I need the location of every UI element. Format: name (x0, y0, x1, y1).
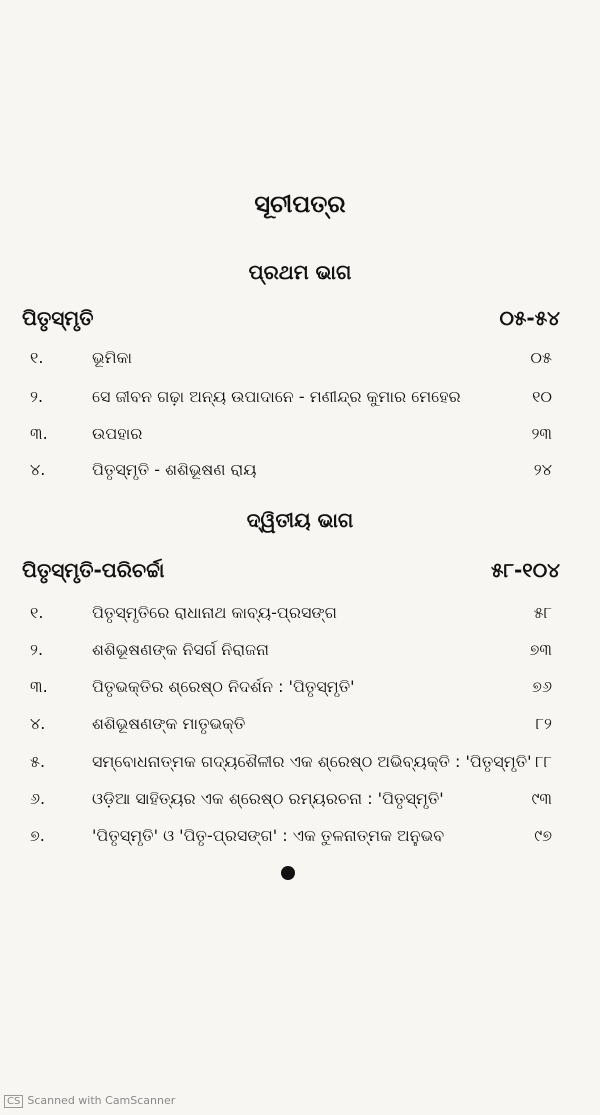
entry-title: ସମ୍ବୋଧନାତ୍ମକ ଗଦ୍ୟଶୈଳୀର ଏକ ଶ୍ରେଷ୍ଠ ଅଭିବ୍ୟକ୍ତି : 'ପିତୃସ୍ମୃତି' (92, 752, 532, 771)
entry-page: ୯୩ (531, 789, 552, 808)
section-page-range: ୫୮-୧୦୪ (491, 558, 560, 582)
camscanner-logo-icon: CS (4, 1095, 23, 1108)
entry-number: ୫. (30, 752, 46, 771)
entry-number: ୧. (30, 603, 44, 622)
toc-entry[interactable] (30, 460, 552, 488)
toc-entry[interactable] (30, 826, 552, 854)
entry-page: ୯୭ (534, 826, 552, 845)
entry-title: ଶଶିଭୂଷଣଙ୍କ ନିସର୍ଗ ନିରାଜନା (92, 640, 269, 659)
entry-number: ୭. (30, 826, 45, 845)
entry-number: ୩. (30, 424, 48, 443)
entry-number: ୪. (30, 714, 46, 733)
section-heading-part-two (22, 558, 560, 588)
entry-title: ଉପହାର (92, 424, 143, 443)
entry-number: ୨. (30, 387, 44, 406)
entry-number: ୪. (30, 460, 46, 479)
toc-entry[interactable] (30, 387, 552, 415)
entry-page: ୭୩ (529, 640, 552, 659)
entry-page: ୦୫ (530, 348, 552, 367)
scanner-watermark (4, 1094, 175, 1108)
entry-title: ପିତୃସ୍ମୃତି - ଶଶିଭୂଷଣ ରାୟ (92, 460, 257, 479)
watermark-text: Scanned with CamScanner (27, 1094, 176, 1107)
entry-title: ଭୂମିକା (92, 348, 133, 367)
entry-title: ଓଡ଼ିଆ ସାହିତ୍ୟର ଏକ ଶ୍ରେଷ୍ଠ ରମ୍ୟରଚନା : 'ପିତୃସ୍ମୃତି' (92, 789, 444, 808)
section-title: ପିତୃସ୍ମୃତି (22, 306, 94, 330)
entry-page: ୧୦ (532, 387, 552, 406)
toc-entry[interactable] (30, 789, 552, 817)
toc-entry[interactable] (30, 348, 552, 376)
entry-number: ୨. (30, 640, 44, 659)
entry-page: ୫୮ (533, 603, 552, 622)
entry-page: ୮୨ (535, 714, 552, 733)
entry-title: ସେ ଜୀବନ ଗଢ଼ା ଅନ୍ୟ ଉପାଦାନେ - ମଣୀନ୍ଦ୍ର କୁମାର ମେହେର (92, 387, 461, 406)
entry-page: ୨୩ (531, 424, 552, 443)
section-title: ପିତୃସ୍ମୃତି-ପରିଚର୍ଚ୍ଚା (22, 558, 165, 582)
toc-entry[interactable] (30, 603, 552, 631)
page-title: ସୂଚୀପତ୍ର (254, 190, 346, 218)
part-one-title: ପ୍ରଥମ ଭାଗ (248, 260, 352, 284)
entry-number: ୩. (30, 677, 48, 696)
entry-number: ୬. (30, 789, 46, 808)
entry-page: ୨୪ (533, 460, 552, 479)
entry-title: 'ପିତୃସ୍ମୃତି' ଓ 'ପିତୃ-ପ୍ରସଙ୍ଗ' : ଏକ ତୁଳନାତ୍ମକ ଅନୁଭବ (92, 826, 445, 845)
toc-entry[interactable] (30, 640, 552, 668)
part-two-title: ଦ୍ୱିତୀୟ ଭାଗ (246, 508, 354, 532)
end-bullet-dot (281, 866, 295, 880)
toc-entry[interactable] (30, 424, 552, 452)
entry-title: ପିତୃସ୍ମୃତିରେ ରାଧାନାଥ କାବ୍ୟ-ପ୍ରସଙ୍ଗ (92, 603, 337, 622)
toc-entry[interactable] (30, 714, 552, 742)
toc-entry[interactable] (30, 677, 552, 705)
toc-entry[interactable] (30, 752, 552, 780)
entry-title: ପିତୃଭକ୍ତିର ଶ୍ରେଷ୍ଠ ନିଦର୍ଶନ : 'ପିତୃସ୍ମୃତି' (92, 677, 355, 696)
entry-number: ୧. (30, 348, 44, 367)
entry-title: ଶଶିଭୂଷଣଙ୍କ ମାତୃଭକ୍ତି (92, 714, 246, 733)
section-page-range: ୦୫-୫୪ (499, 306, 560, 330)
entry-page: ୮୮ (535, 752, 552, 771)
entry-page: ୭୬ (532, 677, 552, 696)
section-heading-part-one (22, 306, 560, 336)
